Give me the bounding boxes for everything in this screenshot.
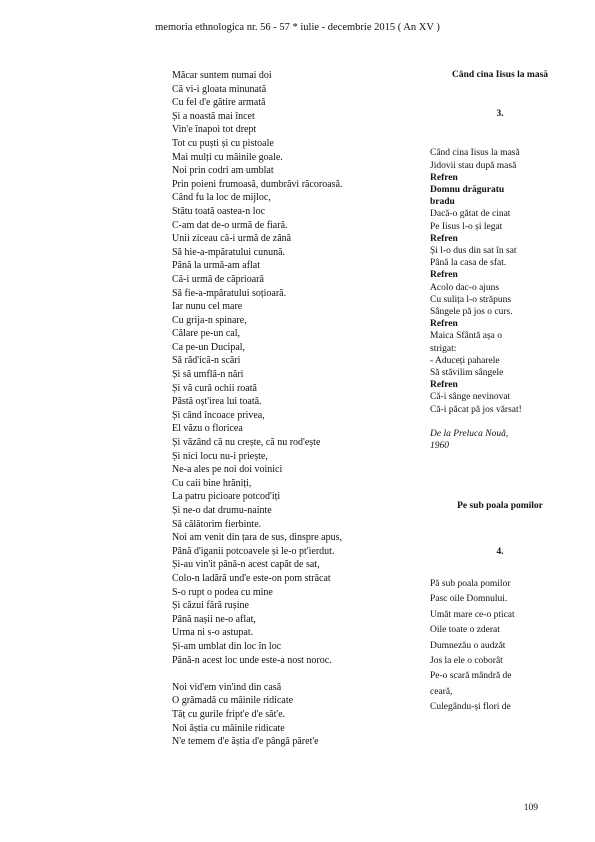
refrain-line: Refren	[430, 172, 458, 183]
poem-line: Și-am umblat din loc în loc	[172, 640, 282, 652]
song-4-lyrics	[430, 577, 570, 716]
song-number-4: 4.	[496, 546, 504, 557]
poem-line: Păstă oșt'irea lui toată.	[172, 396, 262, 408]
poem-line: Și căzui fără rușine	[172, 600, 249, 612]
poem-line: Și văzând că nu crește, că nu rod'ește	[172, 437, 321, 449]
poem-line: Când fu la loc de mijloc,	[172, 192, 271, 204]
poem-line: Și să umflă-n nări	[172, 369, 244, 381]
lyric-line: Cu sulița l-o străpuns	[430, 294, 512, 305]
lyric-line: Până la casa de sfat.	[430, 258, 507, 269]
lyric-line: De la Preluca Nouă,	[430, 429, 509, 440]
poem-line: Până nașii ne-o aflat,	[172, 613, 256, 625]
lyric-line: Că-i păcat pă jos vărsat!	[430, 404, 522, 415]
refrain-line: Refren	[430, 233, 458, 244]
poem-line: Că-i urmă de căprioară	[172, 273, 264, 285]
poem-line: Și vă cură ochii roată	[172, 382, 257, 394]
refrain-line: Refren	[430, 270, 458, 281]
lyric-line: Jos la ele o coborât	[430, 655, 503, 666]
lyric-line: Culegându-și flori de	[430, 702, 511, 713]
poem-left-column	[172, 69, 412, 749]
poem-line: Să hie-a-mpăratului cunună.	[172, 246, 286, 258]
poem-line: Tot cu puști și cu pistoale	[172, 137, 274, 149]
lyric-line: Maica Sfântă așa o	[430, 331, 503, 342]
poem-line: Ca pe-un Ducipal,	[172, 341, 246, 353]
poem-line: Iar nunu cel mare	[172, 301, 243, 313]
poem-line: Noi ăștia cu mâinile ridicate	[172, 722, 285, 734]
refrain-line: bradu	[430, 197, 455, 208]
lyric-line: Când cina Iisus la masă	[430, 148, 520, 159]
poem-line: Unii ziceau că-i urmă de zână	[172, 233, 292, 245]
lyric-line: Jidovii stau după masă	[430, 160, 517, 171]
lyric-line: Dacă-o gătat de cinat	[430, 209, 511, 220]
poem-right-column	[430, 69, 570, 716]
poem-line: Până la urmă-am aflat	[172, 260, 261, 272]
poem-line: Mai mulți cu mâinile goale.	[172, 151, 283, 163]
poem-line: Noi prin codri am umblat	[172, 165, 274, 177]
refrain-line: Refren	[430, 319, 458, 330]
lyric-line: Umăt mare ce-o pticat	[430, 609, 515, 620]
poem-line: C-am dat de-o urmă de fiară.	[172, 219, 288, 231]
lyric-line: Pe-o scară mândră de	[430, 671, 512, 682]
lyric-line: ceară,	[430, 686, 453, 697]
poem-line: Ne-a ales pe noi doi voinici	[172, 464, 283, 476]
song-title-3: Când cina Iisus la masă	[451, 70, 549, 80]
song-title-4: Pe sub poala pomilor	[457, 501, 543, 512]
poem-line: Prin poieni frumoasă, dumbrăvi răcoroasă.	[172, 178, 343, 190]
poem-line: Cu caii bine hrăniți,	[172, 477, 252, 489]
song-3-lyrics	[430, 147, 570, 452]
refrain-line: Refren	[430, 380, 458, 391]
poem-line: Stătu toată oastea-n loc	[172, 205, 266, 217]
poem-line: Vin'e înapoi tot drept	[172, 124, 257, 136]
poem-line: Călare pe-un cal,	[172, 328, 241, 340]
poem-line: Noi am venit din țara de sus, dinspre apus,	[172, 532, 342, 544]
lyric-line: Să stăvilim sângele	[430, 368, 504, 379]
poem-line: Să fie-a-mpăratului soțioară.	[172, 287, 287, 299]
lyric-line: Oile toate o zderat	[430, 625, 500, 636]
lyric-line: Acolo dac-o ajuns	[430, 282, 500, 293]
poem-line: O grămadă cu mâinile ridicate	[172, 695, 294, 707]
poem-line: S-o rupt o podea cu mine	[172, 586, 273, 598]
stanza-gap	[430, 416, 570, 428]
poem-line: Și ne-o dat drumu-nainte	[172, 505, 272, 516]
poem-line: Urma ni s-o astupat.	[172, 627, 254, 639]
lyric-line: Și l-o dus din sat în sat	[430, 246, 517, 257]
poem-line: Să răd'ică-n scări	[172, 355, 241, 367]
poem-line: Și când încoace privea,	[172, 409, 265, 421]
lyric-line: Dumnezău o audzăt	[430, 640, 506, 651]
poem-line: Că vi-i gloata minunată	[172, 83, 267, 95]
poem-line: Cu grija-n spinare,	[172, 314, 247, 326]
poem-line: Până d'iganii potcoavele și le-o pt'ierdut.	[172, 545, 335, 557]
poem-line: N'e temem d'e ăștia d'e pângă păret'e	[172, 736, 319, 748]
running-header: memoria ethnologica nr. 56 - 57 * iulie - decembrie 2015 ( An XV )	[155, 22, 440, 33]
poem-line: Tăț cu gurile fript'e d'e săt'e.	[172, 708, 286, 720]
poem-line: Și nici locu nu-i priește,	[172, 450, 268, 462]
poem-line: Colo-n ladără und'e este-on pom străcat	[172, 572, 331, 584]
poem-line: Să călătorim fierbinte.	[172, 518, 262, 530]
lyric-line: 1960	[430, 441, 449, 452]
lyric-line: - Aduceți paharele	[430, 355, 500, 366]
poem-line: La patru picioare potcod'iți	[172, 491, 281, 503]
lyric-line: Pe Iisus l-o și legat	[430, 221, 503, 232]
lyric-line: Sângele pă jos o curs.	[430, 307, 513, 318]
page-number: 109	[523, 803, 538, 813]
poem-line: Cu fel d'e gătire armată	[172, 97, 266, 109]
poem-line: Și a noastă mai încet	[172, 110, 255, 122]
poem-line: Noi vid'em vin'ind din casă	[172, 681, 282, 693]
lyric-line: Pă sub poala pomilor	[430, 578, 511, 589]
poem-line: Până-n acest loc unde este-a nost noroc.	[172, 654, 332, 666]
poem-line: Și-au vin'it până-n acest capăt de sat,	[172, 559, 320, 571]
stanza-gap	[172, 667, 412, 681]
lyric-line: Că-i sânge nevinovat	[430, 392, 511, 403]
song-number-3: 3.	[496, 109, 504, 120]
refrain-line: Domnu drăguratu	[430, 185, 505, 196]
lyric-line: strigat:	[430, 343, 457, 354]
poem-line: El văzu o floricea	[172, 423, 243, 435]
lyric-line: Pasc oile Domnului.	[430, 594, 508, 605]
poem-line: Măcar suntem numai doi	[172, 70, 272, 81]
